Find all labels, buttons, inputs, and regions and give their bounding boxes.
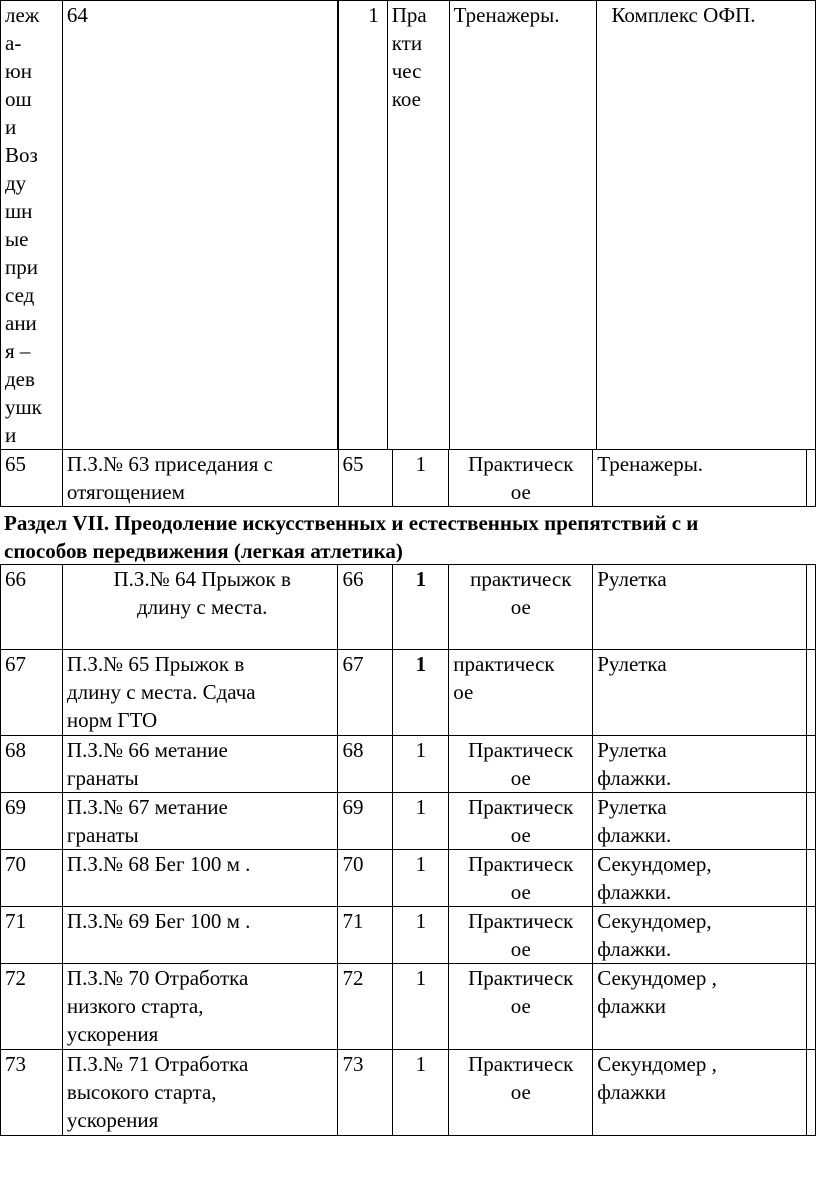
lesson-table-top: [0, 0, 816, 450]
notes-cell: [806, 1050, 815, 1136]
topic-cell: П.З.№ 67 метание гранаты: [62, 793, 338, 850]
notes-cell: [806, 964, 815, 1050]
equipment-cell: Секундомер, флажки.: [593, 907, 807, 964]
row-number-cell: 72: [1, 964, 63, 1050]
topic-cell: П.З.№ 64 Прыжок в длину с места.: [62, 565, 338, 650]
type-cell: Практическ ое: [449, 450, 593, 507]
lesson-table-athletics: [0, 564, 816, 1136]
lesson-cell: 69: [338, 793, 393, 850]
section-heading: [4, 509, 816, 565]
hours-cell: 1: [393, 650, 449, 736]
lesson-table-top-row2: [0, 449, 816, 507]
hours-cell: 1: [393, 850, 449, 907]
section-heading-line2: способов передвижения (легкая атлетика): [4, 539, 403, 563]
table-row: [1, 736, 816, 793]
lesson-cell: 65: [338, 450, 393, 507]
equipment-cell: Тренажеры.: [593, 450, 807, 507]
table-row: [1, 1, 816, 450]
type-cell: Пра кти чес кое: [387, 1, 449, 450]
table-row: [1, 964, 816, 1050]
row-number-cell: 69: [1, 793, 63, 850]
equipment-cell: Тренажеры.: [449, 1, 597, 450]
equipment-cell: Рулетка флажки.: [593, 736, 807, 793]
table-row: [1, 565, 816, 650]
table-row: [1, 793, 816, 850]
row-number-cell: 70: [1, 850, 63, 907]
hours-cell: 1: [393, 736, 449, 793]
table-row: [1, 1050, 816, 1136]
topic-cell: П.З.№ 68 Бег 100 м .: [62, 850, 338, 907]
row-number-cell: 73: [1, 1050, 63, 1136]
equipment-cell: Рулетка: [593, 650, 807, 736]
notes-cell: [806, 850, 815, 907]
lesson-cell: 73: [338, 1050, 393, 1136]
lesson-cell: 68: [338, 736, 393, 793]
section-heading-line1: Раздел VII. Преодоление искусственных и естественных препятствий с и: [4, 511, 699, 535]
equipment-cell: Рулетка флажки.: [593, 793, 807, 850]
table-row: [1, 450, 816, 507]
table-row: [1, 850, 816, 907]
equipment-cell: Секундомер , флажки: [593, 964, 807, 1050]
hours-cell: 1: [393, 565, 449, 650]
type-cell: Практическ ое: [449, 907, 593, 964]
hours-cell: 1: [393, 793, 449, 850]
notes-cell: [806, 450, 815, 507]
lesson-cell: 66: [338, 565, 393, 650]
type-cell: Практическ ое: [449, 736, 593, 793]
notes-cell: [806, 907, 815, 964]
row-number-cell: 68: [1, 736, 63, 793]
type-cell: Практическ ое: [449, 850, 593, 907]
row-number-cell: 65: [1, 450, 63, 507]
hours-cell: 1: [393, 450, 449, 507]
notes-cell: [806, 736, 815, 793]
topic-cell: П.З.№ 69 Бег 100 м .: [62, 907, 338, 964]
lesson-cell: 70: [338, 850, 393, 907]
lesson-cell: 72: [338, 964, 393, 1050]
topic-cell: П.З.№ 66 метание гранаты: [62, 736, 338, 793]
type-cell: Практическ ое: [449, 964, 593, 1050]
equipment-cell: Секундомер, флажки.: [593, 850, 807, 907]
type-cell: Практическ ое: [449, 1050, 593, 1136]
topic-cell: П.З.№ 65 Прыжок в длину с места. Сдача норм ГТО: [62, 650, 338, 736]
notes-cell: [806, 793, 815, 850]
topic-cell: П.З.№ 70 Отработка низкого старта, ускорения: [62, 964, 338, 1050]
table-row: [1, 907, 816, 964]
type-cell: практическ ое: [449, 650, 593, 736]
row-number-cell: 67: [1, 650, 63, 736]
hours-cell: 1: [393, 907, 449, 964]
row-number-cell: леж а- юн ош и Воз ду шн ые при сед ани я – дев ушк и: [1, 1, 63, 450]
type-cell: Практическ ое: [449, 793, 593, 850]
topic-cell: П.З.№ 71 Отработка высокого старта, ускорения: [62, 1050, 338, 1136]
topic-cell: П.З.№ 63 приседания с отягощением: [62, 450, 338, 507]
hours-cell: 1: [393, 1050, 449, 1136]
hours-cell: 1: [393, 964, 449, 1050]
lesson-cell: 71: [338, 907, 393, 964]
hours-cell: 1: [338, 1, 387, 450]
equipment-cell: Секундомер , флажки: [593, 1050, 807, 1136]
notes-cell: Комплекс ОФП.: [597, 1, 816, 450]
equipment-cell: Рулетка: [593, 565, 807, 650]
row-number-cell: 71: [1, 907, 63, 964]
topic-cell: 64: [62, 1, 337, 450]
notes-cell: [806, 565, 815, 650]
type-cell: практическ ое: [449, 565, 593, 650]
lesson-cell: 67: [338, 650, 393, 736]
notes-cell: [806, 650, 815, 736]
row-number-cell: 66: [1, 565, 63, 650]
table-row: [1, 650, 816, 736]
